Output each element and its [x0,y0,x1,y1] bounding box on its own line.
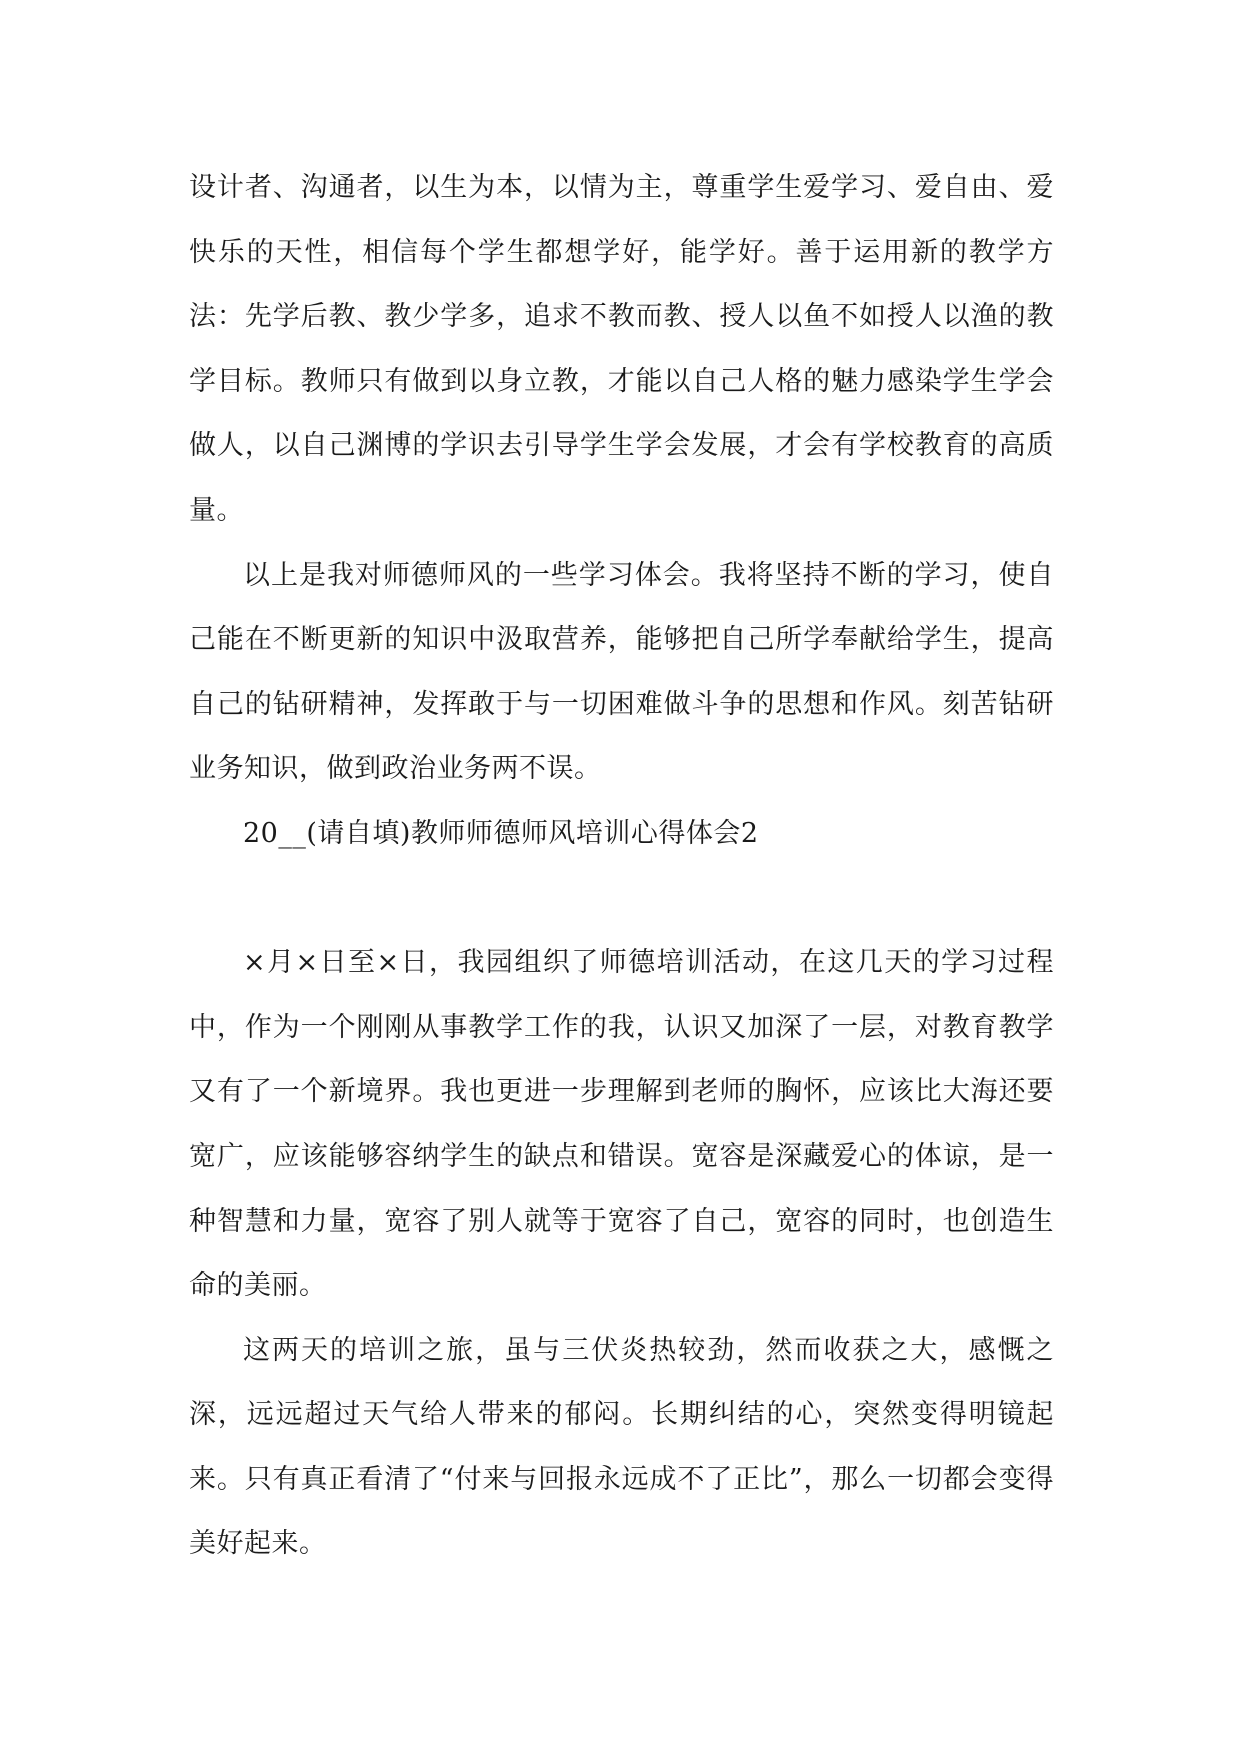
paragraph-training-intro: ×月×日至×日，我园组织了师德培训活动，在这几天的学习过程中，作为一个刚刚从事教学工作的我，认识又加深了一层，对教育教学又有了一个新境界。我也更进一步理解到老师的胸怀，应该比大海还要宽广，应该能够容纳学生的缺点和错误。宽容是深藏爱心的体谅，是一种智慧和力量，宽容了别人就等于宽容了自己，宽容的同时，也创造生命的美丽。 [189,947,1054,1302]
paragraph-training-journey: 这两天的培训之旅，虽与三伏炎热较劲，然而收获之大，感慨之深，远远超过天气给人带来的郁闷。长期纠结的心，突然变得明镜起来。只有真正看清了“付来与回报永远成不了正比”，那么一切都会变得美好起来。 [189,1334,1054,1560]
section-heading: 20__(请自填)教师师德师风培训心得体会2 [243,817,759,849]
document-body [189,156,1054,1577]
blank-line [189,867,1054,932]
paragraph-reflection-summary: 以上是我对师德师风的一些学习体会。我将坚持不断的学习，使自己能在不断更新的知识中汲取营养，能够把自己所学奉献给学生，提高自己的钻研精神，发挥敢于与一切困难做斗争的思想和作风。刻苦钻研业务知识，做到政治业务两不误。 [189,559,1054,785]
paragraph-continued: 设计者、沟通者，以生为本，以情为主，尊重学生爱学习、爱自由、爱快乐的天性，相信每个学生都想学好，能学好。善于运用新的教学方法：先学后教、教少学多，追求不教而教、授人以鱼不如授人以渔的教学目标。教师只有做到以身立教，才能以自己人格的魅力感染学生学会做人，以自己渊博的学识去引导学生学会发展，才会有学校教育的高质量。 [189,172,1054,526]
